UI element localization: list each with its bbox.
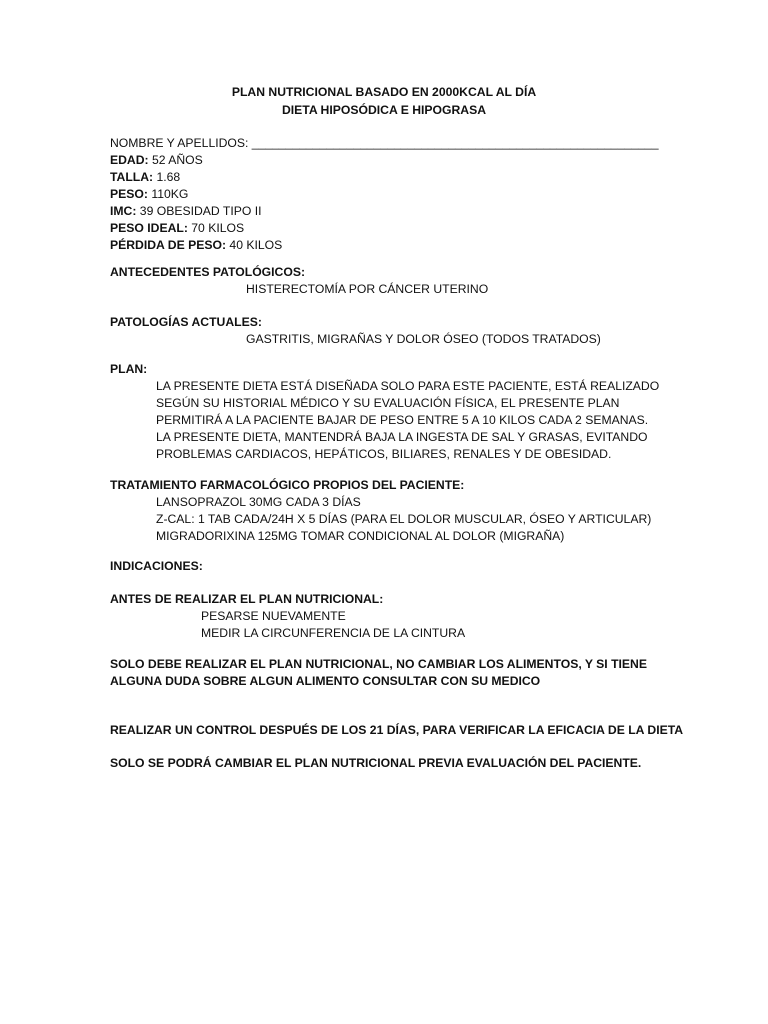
plan-line: PROBLEMAS CARDIACOS, HEPÁTICOS, BILIARES, RENALES Y DE OBESIDAD. [156, 447, 612, 461]
ideal-weight-row [110, 220, 658, 237]
name-row [110, 135, 658, 152]
age-value: 52 AÑOS [151, 153, 203, 167]
note-line: SOLO DEBE REALIZAR EL PLAN NUTRICIONAL, NO CAMBIAR LOS ALIMENTOS, Y SI TIENE [110, 657, 647, 671]
plan-line: SEGÚN SU HISTORIAL MÉDICO Y SU EVALUACIÓN FÍSICA, EL PRESENTE PLAN [156, 396, 620, 410]
current-heading: PATOLOGÍAS ACTUALES: [110, 315, 262, 329]
treatment-item: LANSOPRAZOL 30MG CADA 3 DÍAS [156, 495, 361, 509]
bmi-row [110, 203, 658, 220]
plan-line: LA PRESENTE DIETA, MANTENDRÁ BAJA LA INGESTA DE SAL Y GRASAS, EVITANDO [156, 430, 648, 444]
weight-loss-label: PÉRDIDA DE PESO: [110, 238, 227, 252]
weight-loss-row [110, 237, 658, 254]
treatment-item: MIGRADORIXINA 125MG TOMAR CONDICIONAL AL DOLOR (MIGRAÑA) [156, 529, 565, 543]
indications-heading-block [110, 558, 203, 575]
plan-heading: PLAN: [110, 362, 148, 376]
note-section [110, 656, 647, 690]
current-section [110, 314, 601, 348]
weight-label: PESO: [110, 187, 148, 201]
current-item: GASTRITIS, MIGRAÑAS Y DOLOR ÓSEO (TODOS TRATADOS) [246, 332, 601, 346]
before-plan-heading: ANTES DE REALIZAR EL PLAN NUTRICIONAL: [110, 592, 384, 606]
treatment-heading: TRATAMIENTO FARMACOLÓGICO PROPIOS DEL PACIENTE: [110, 478, 465, 492]
before-plan-section [110, 591, 465, 642]
plan-line: LA PRESENTE DIETA ESTÁ DISEÑADA SOLO PARA ESTE PACIENTE, ESTÁ REALIZADO [156, 379, 660, 393]
bmi-label: IMC: [110, 204, 137, 218]
treatment-section [110, 477, 651, 545]
ideal-weight-label: PESO IDEAL: [110, 221, 188, 235]
name-label: NOMBRE Y APELLIDOS: [110, 136, 249, 150]
height-label: TALLA: [110, 170, 154, 184]
control-section [110, 722, 683, 739]
document-title: PLAN NUTRICIONAL BASADO EN 2000KCAL AL DÍA [231, 85, 537, 99]
indications-heading: INDICACIONES: [110, 559, 203, 573]
plan-line: PERMITIRÁ A LA PACIENTE BAJAR DE PESO ENTRE 5 A 10 KILOS CADA 2 SEMANAS. [156, 413, 649, 427]
treatment-item: Z-CAL: 1 TAB CADA/24H X 5 DÍAS (PARA EL DOLOR MUSCULAR, ÓSEO Y ARTICULAR) [156, 512, 652, 526]
history-heading: ANTECEDENTES PATOLÓGICOS: [110, 265, 306, 279]
weight-row [110, 186, 658, 203]
height-value: 1.68 [156, 170, 181, 184]
before-plan-item: MEDIR LA CIRCUNFERENCIA DE LA CINTURA [201, 626, 466, 640]
bmi-value: 39 OBESIDAD TIPO II [139, 204, 262, 218]
height-row [110, 169, 658, 186]
history-section [110, 264, 488, 298]
note-line: ALGUNA DUDA SOBRE ALGUN ALIMENTO CONSULTAR CON SU MEDICO [110, 674, 541, 688]
name-value: ____________________________________________________________ [251, 136, 659, 150]
patient-info [110, 135, 658, 254]
history-item: HISTERECTOMÍA POR CÁNCER UTERINO [246, 282, 489, 296]
weight-loss-value: 40 KILOS [229, 238, 283, 252]
ideal-weight-value: 70 KILOS [191, 221, 245, 235]
before-plan-item: PESARSE NUEVAMENTE [201, 609, 346, 623]
change-section [110, 755, 641, 772]
control-line: REALIZAR UN CONTROL DESPUÉS DE LOS 21 DÍAS, PARA VERIFICAR LA EFICACIA DE LA DIETA [110, 723, 684, 737]
age-row [110, 152, 658, 169]
weight-value: 110KG [151, 187, 189, 201]
plan-section [110, 361, 659, 463]
change-line: SOLO SE PODRÁ CAMBIAR EL PLAN NUTRICIONAL PREVIA EVALUACIÓN DEL PACIENTE. [110, 756, 642, 770]
document-subtitle: DIETA HIPOSÓDICA E HIPOGRASA [281, 103, 487, 117]
age-label: EDAD: [110, 153, 149, 167]
